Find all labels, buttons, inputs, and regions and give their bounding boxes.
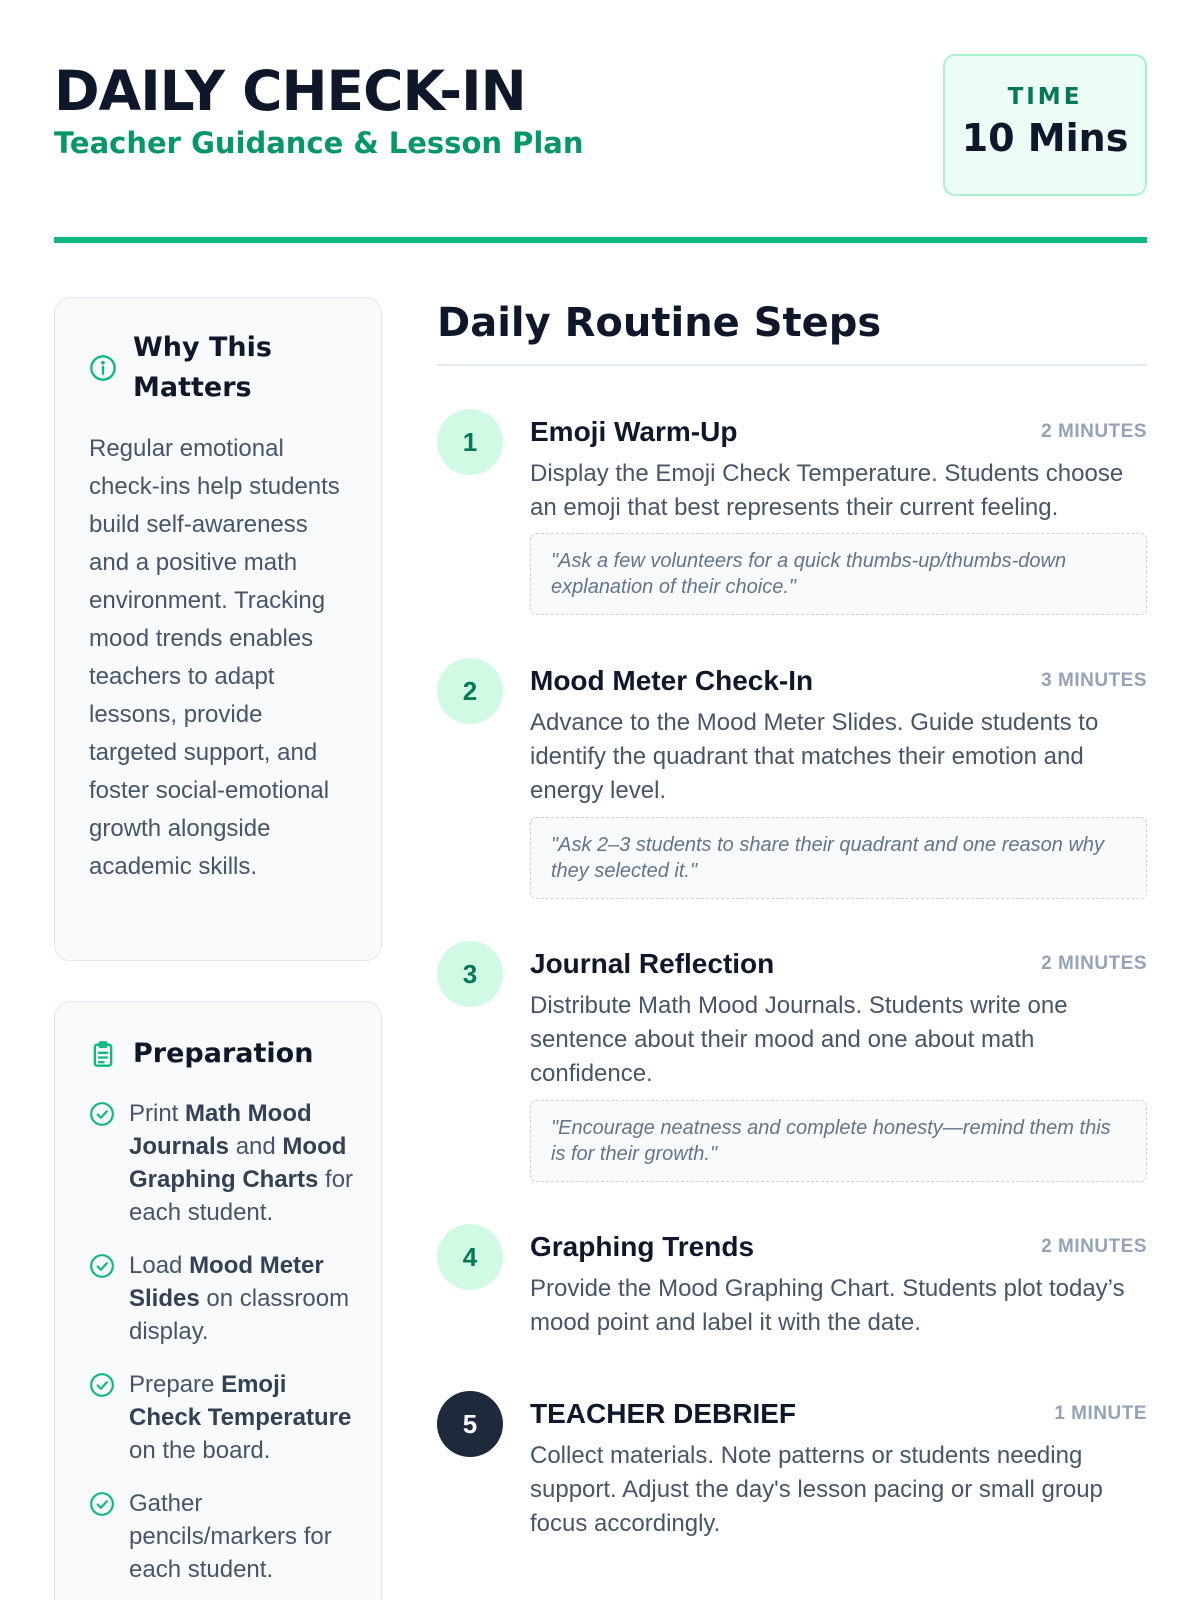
step-title: Emoji Warm-Up: [530, 416, 738, 447]
why-card-header: [89, 328, 283, 408]
step-duration: 2 MINUTES: [1041, 1236, 1147, 1257]
step-duration: 1 MINUTE: [1054, 1403, 1147, 1424]
steps-divider: [437, 364, 1147, 366]
check-circle-icon: [89, 1491, 115, 1517]
step-description: Provide the Mood Graphing Chart. Students plot today’s mood point and label it with the date.: [530, 1275, 1125, 1336]
preparation-list: [89, 1097, 359, 1600]
time-badge: [943, 54, 1147, 196]
preparation-item-text: Print Math Mood Journals and Mood Graphing Charts for each student.: [129, 1100, 354, 1226]
step-number-badge: 5: [437, 1391, 503, 1457]
preparation-card: [54, 1001, 382, 1600]
why-card-title: Why This Matters: [133, 332, 272, 403]
step-duration: 2 MINUTES: [1041, 953, 1147, 974]
time-value: 10 Mins: [961, 116, 1129, 160]
clipboard-icon: [89, 1040, 117, 1068]
preparation-item-text: Load Mood Meter Slides on classroom display.: [129, 1252, 350, 1345]
step-title: TEACHER DEBRIEF: [530, 1398, 797, 1429]
header-divider: [54, 237, 1147, 243]
check-circle-icon: [89, 1372, 115, 1398]
preparation-item-text: Prepare Emoji Check Temperature on the board.: [129, 1371, 352, 1464]
page-header: [54, 52, 1147, 244]
page-subtitle: Teacher Guidance & Lesson Plan: [54, 126, 584, 160]
list-item: [89, 1249, 359, 1348]
step-tip-quote: "Ask a few volunteers for a quick thumbs-up/thumbs-down explanation of their choice.": [530, 533, 1147, 615]
step-tip-quote: "Ask 2–3 students to share their quadrant and one reason why they selected it.": [530, 817, 1147, 899]
list-item: [89, 1487, 359, 1586]
step-description: Advance to the Mood Meter Slides. Guide students to identify the quadrant that matches their emotion and energy level.: [530, 709, 1099, 804]
step-number-badge: 1: [437, 409, 503, 475]
why-card-text: Regular emotional check-ins help students build self-awareness and a positive math environment. Tracking mood trends enables teachers to adapt lessons, provide targeted support, and foster social-emotional growth alongside academic skills.: [89, 435, 340, 880]
step-description: Distribute Math Mood Journals. Students write one sentence about their mood and one about math confidence.: [530, 992, 1068, 1087]
info-icon: [89, 354, 117, 382]
list-item: [89, 1368, 359, 1467]
why-card: [54, 297, 382, 961]
steps-section-title: Daily Routine Steps: [437, 300, 882, 346]
check-circle-icon: [89, 1101, 115, 1127]
step-number-badge: 3: [437, 941, 503, 1007]
step-number-badge: 2: [437, 658, 503, 724]
check-circle-icon: [89, 1253, 115, 1279]
step-title: Graphing Trends: [530, 1231, 755, 1262]
preparation-item-text: Gather pencils/markers for each student.: [129, 1490, 332, 1583]
step-description: Collect materials. Note patterns or students needing support. Adjust the day's lesson pacing or small group focus accordingly.: [530, 1442, 1103, 1537]
preparation-card-title: Preparation: [133, 1038, 314, 1069]
time-label: TIME: [1007, 84, 1083, 110]
step-duration: 2 MINUTES: [1041, 421, 1147, 442]
step-tip-quote: "Encourage neatness and complete honesty—remind them this is for their growth.": [530, 1100, 1147, 1182]
step-description: Display the Emoji Check Temperature. Students choose an emoji that best represents their current feeling.: [530, 460, 1124, 521]
step-duration: 3 MINUTES: [1041, 670, 1147, 691]
page-title: DAILY CHECK-IN: [54, 59, 526, 123]
preparation-card-header: [89, 1034, 313, 1074]
step-title: Journal Reflection: [530, 948, 775, 979]
step-number-badge: 4: [437, 1224, 503, 1290]
list-item: [89, 1097, 359, 1229]
step-title: Mood Meter Check-In: [530, 665, 814, 696]
